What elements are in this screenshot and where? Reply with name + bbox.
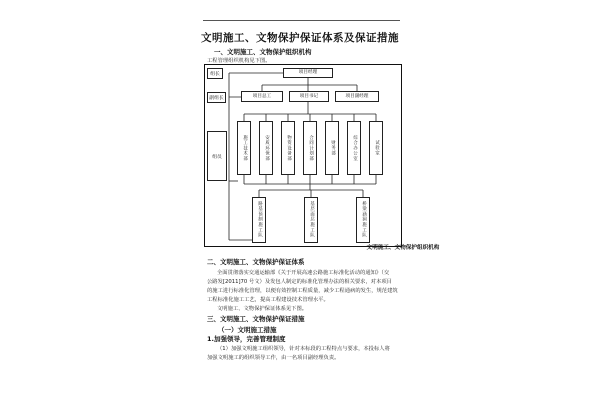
section2-line-4: 工程标准化施工工艺，提高工程建设技术管理水平。 — [207, 297, 329, 303]
org-chart-caption: 文明施工、文物保护组织机构 — [366, 245, 440, 251]
dept-laboratory: 试验室 — [369, 121, 383, 175]
team-base-surface: 基层面层施工队 — [304, 197, 318, 243]
section1-intro: 工程管理组织机构见下图。 — [207, 58, 271, 64]
section1-heading: 一、文明施工、文物保护组织机构 — [214, 48, 312, 56]
subsection-1-1-heading: 1.加强领导，完善管理制度 — [207, 335, 286, 343]
box-party-secretary: 项目书记 — [289, 91, 329, 102]
role-label-leader: 组长 — [207, 68, 223, 79]
section2-line-5: 文明施工、文物保护保证体系见下图。 — [217, 306, 308, 312]
subsection-1-heading: （一）文明施工措施 — [218, 326, 277, 334]
top-rule — [203, 20, 400, 21]
para3-line-2: 加强文明施工的组织领导工作，由一名项目副经理负责。 — [207, 355, 340, 361]
page-title: 文明施工、文物保护保证体系及保证措施 — [201, 32, 399, 44]
team-bridge-culvert: 桥梁涵洞施工队 — [356, 197, 370, 243]
dept-construction-tech: 施工技术部 — [237, 121, 251, 175]
box-deputy-manager: 项目副经理 — [335, 91, 379, 102]
dept-contract-planning: 合同计划部 — [303, 121, 317, 175]
role-label-deputy: 副组长 — [207, 92, 226, 103]
section2-heading: 二、文明施工、文物保护保证体系 — [207, 258, 305, 266]
section3-heading: 三、文明施工、文物保护保证措施 — [207, 315, 305, 323]
section2-line-2: 公路发[2011]70 号文）及发包人制定的标准化管理办法的相关要求，对本项目 — [207, 279, 392, 285]
section2-line-3: 的施工进行标准化管理，以便有效控制工程质量，减少工程通病的发生，规范建筑 — [207, 288, 398, 294]
dept-safety-quality: 安质环保部 — [259, 121, 273, 175]
section2-line-1: 全面贯彻落实交通运输部《关于开展高速公路施工标准化活动的通知》（交 — [217, 270, 390, 276]
dept-general-office: 综合办公室 — [347, 121, 361, 175]
box-chief-engineer: 项目总工 — [241, 91, 283, 102]
box-project-manager: 项目经理 — [283, 68, 333, 78]
dept-materials-equipment: 物资设备部 — [281, 121, 295, 175]
para3-line-1: （1）加强文明施工组织领导，针对本标段的工程特点与要求，本投标人将 — [217, 346, 390, 352]
role-label-members: 组员 — [207, 131, 227, 181]
dept-finance: 财务部 — [325, 121, 339, 175]
team-subgrade-prefab: 路基预制施工队 — [252, 197, 266, 243]
